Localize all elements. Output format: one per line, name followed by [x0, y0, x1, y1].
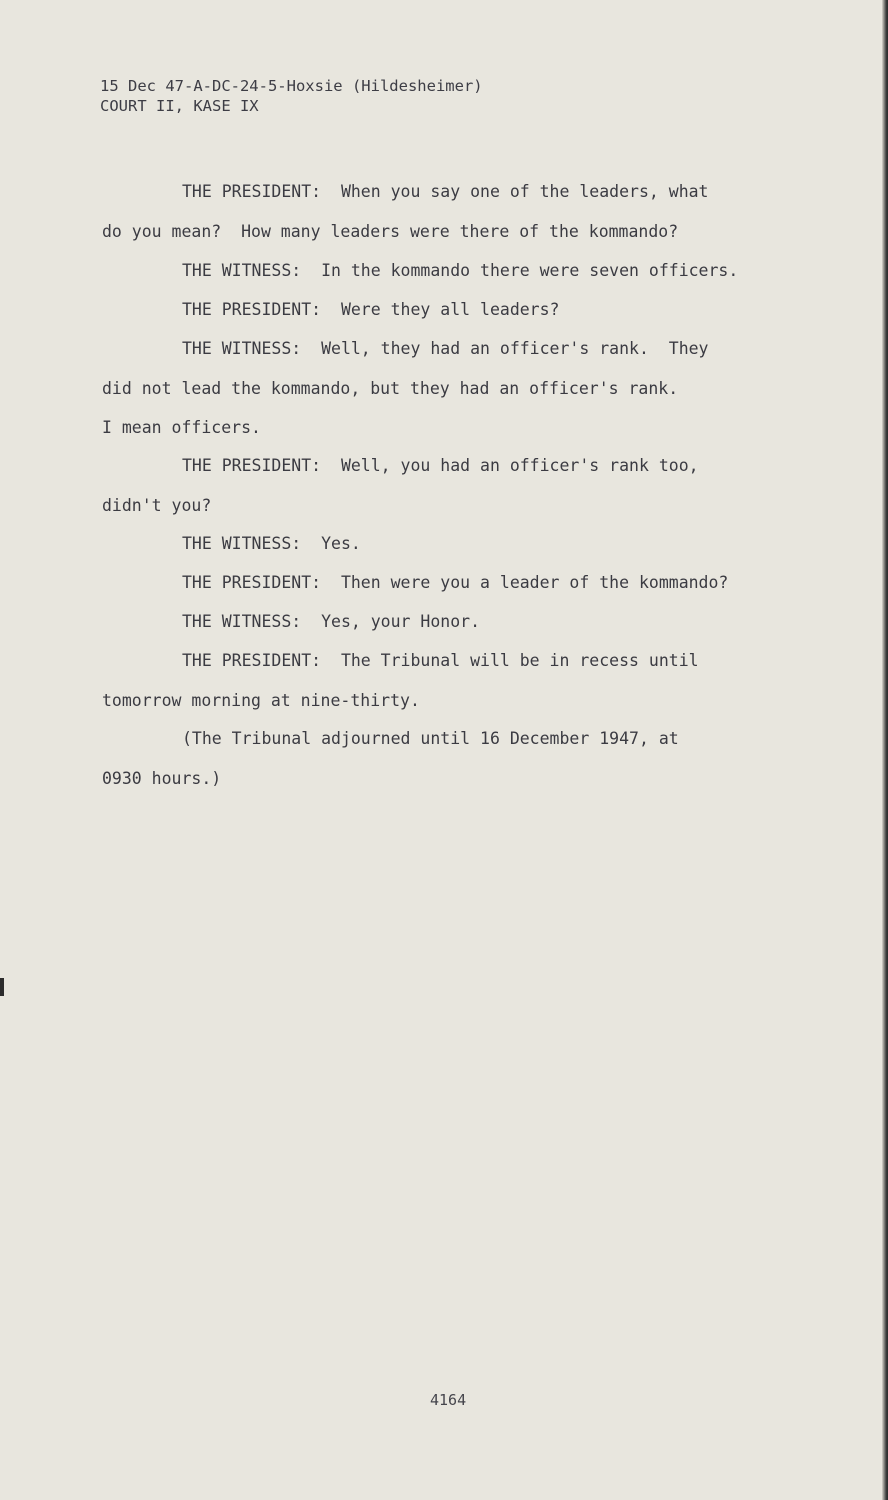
transcript-line: I mean officers.	[102, 418, 261, 437]
transcript-line: did not lead the kommando, but they had an officer's rank.	[102, 379, 679, 398]
document-header	[100, 76, 483, 116]
page-right-edge	[882, 0, 888, 1500]
transcript-line: THE PRESIDENT: Then were you a leader of the kommando?	[182, 573, 729, 592]
page-left-edge-mark	[0, 978, 4, 996]
transcript-line: THE WITNESS: Yes, your Honor.	[182, 612, 481, 631]
transcript-line: THE WITNESS: Yes.	[182, 534, 361, 553]
transcript-line: tomorrow morning at nine-thirty.	[102, 691, 420, 710]
header-court-line: COURT II, KASE IX	[100, 97, 259, 115]
header-reference-line: 15 Dec 47-A-DC-24-5-Hoxsie (Hildesheimer)	[100, 77, 483, 95]
transcript-line: THE WITNESS: Well, they had an officer's rank. They	[182, 339, 709, 358]
transcript-line: THE PRESIDENT: Were they all leaders?	[182, 300, 560, 319]
transcript-line: do you mean? How many leaders were there of the kommando?	[102, 222, 679, 241]
transcript-line: THE PRESIDENT: Well, you had an officer's rank too,	[182, 456, 699, 475]
transcript-line: 0930 hours.)	[102, 769, 222, 788]
transcript-line: THE WITNESS: In the kommando there were seven officers.	[182, 261, 739, 280]
page-number: 4164	[430, 1391, 467, 1409]
transcript-line: THE PRESIDENT: The Tribunal will be in recess until	[182, 651, 699, 670]
transcript-line: didn't you?	[102, 496, 212, 515]
transcript-line: THE PRESIDENT: When you say one of the leaders, what	[182, 182, 709, 201]
transcript-line: (The Tribunal adjourned until 16 December 1947, at	[182, 729, 679, 748]
